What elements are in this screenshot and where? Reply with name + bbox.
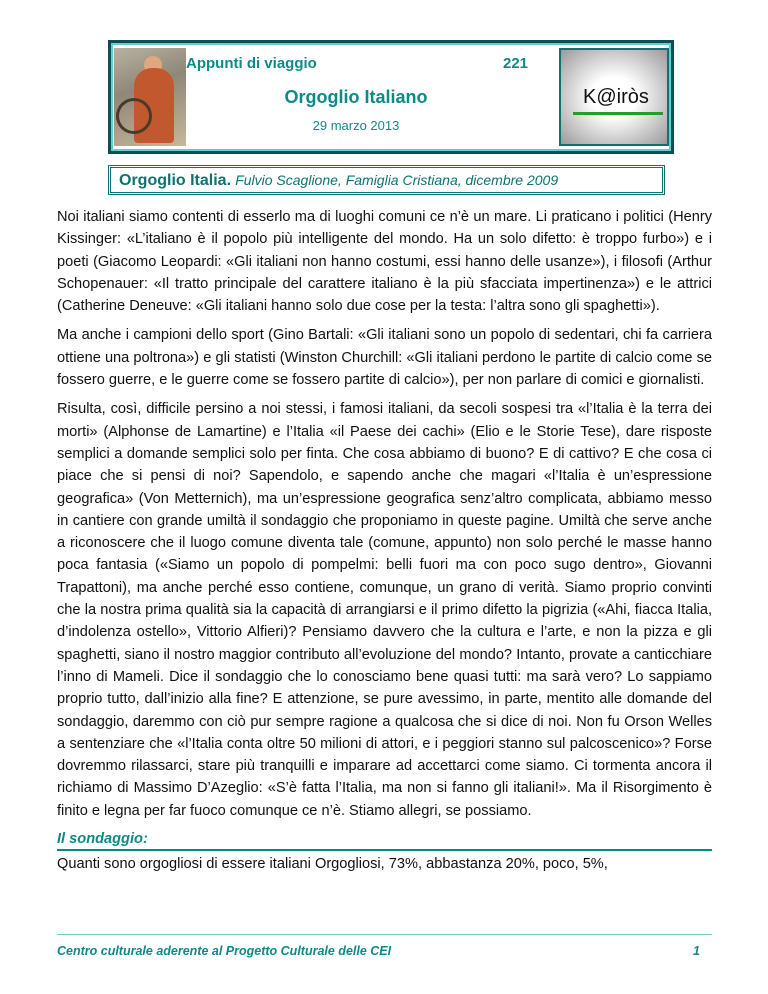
footer-text: Centro culturale aderente al Progetto Culturale delle CEI xyxy=(57,944,392,958)
page-title: Orgoglio Italiano xyxy=(284,87,428,107)
date: 29 marzo 2013 xyxy=(312,118,400,133)
paragraph: Risulta, così, difficile persino a noi stessi, i famosi italiani, da secoli sospesi tra «l’Italia è la terra dei morti» (Alphonse de Lamartine) e l’Italia «il Paese dei cachi» (Elio e le Storie Tese), dare risposte semplici a domande semplici solo per finta. Che cosa abbiamo di buono? E di cattivo? E che cosa ci piace che si pensi di noi? Sapendolo, e sapendo anche che magari «l’Italia è un’espressione geografica» (Von Metternich), ma un’espressione geografica senz’altro complicata, abbiamo messo in cantiere con grande umiltà il sondaggio che proponiamo in queste pagine. Umiltà che serve anche a riconoscere che il luogo comune diventa tale (comune, appunto) non solo perché le masse hanno poca fantasia («Siamo un popolo di pompelmi: belli fuori ma con poco sugo dentro», Giovanni Trapattoni), ma anche perché esso contiene, comunque, un grano di verità. Siamo proprio convinti che la nostra prima qualità sia la capacità di arrangiarsi e il primo difetto la pigrizia («Ahi, fiacca Italia, d’indolenza ostello», Vittorio Alfieri)? Pensiamo davvero che la cultura e l’arte, e non la pizza e gli spaghetti, siano il nostro maggior contributo all’evoluzione del mondo? Intanto, provate a canticchiare l’inno di Mameli. Dice il sondaggio che lo conosciamo bene quasi tutti: ma sarà vero? Lo sappiamo proprio tutto, dall’inizio alla fine? E attenzione, se pure avessimo, in parte, mentito alle domande del sondaggio, daremmo con ciò pur sempre ragione a qualcosa che si dice di noi. Non fu Orson Welles a sentenziare che «l’Italia conta oltre 50 milioni di attori, e i peggiori stanno sul palcoscenico»? Forse dovremmo rilassarci, stare più tranquilli e imparare ad accettarci come siamo. Ci tormenta ancora il richiamo di Massimo D’Azeglio: «S’è fatta l’Italia, ma non si fanno gli italiani!». Ma il Risorgimento è finito e legna per far fuoco comunque ce n’è. Stiamo allegri, se possiamo. xyxy=(57,401,712,819)
survey-line: Quanti sono orgogliosi di essere italiani Orgogliosi, 73%, abbastanza 20%, poco, 5%, xyxy=(57,856,608,873)
issue-number: 221 xyxy=(503,55,529,72)
illustration-image xyxy=(114,48,186,146)
header-box xyxy=(108,40,674,154)
footer xyxy=(57,934,712,958)
kairos-logo xyxy=(559,48,669,146)
page-number: 1 xyxy=(693,944,700,958)
paragraph: Noi italiani siamo contenti di esserlo ma di luoghi comuni ce n’è un mare. Li praticano i politici (Henry Kissinger: «L’italiano è il popolo più intelligente del mondo. Ha un solo difetto: è troppo furbo») e i poeti (Giacomo Leopardi: «Gli italiani non hanno costumi, essi hanno delle usanze»), i filosofi (Arthur Schopenauer: «Il tratto principale del carattere italiano è la più sfacciata impertinenza») e le attrici (Catherine Deneuve: «Gli italiani hanno solo due cose per la testa: l’altra sono gli spaghetti»). xyxy=(57,209,712,315)
section-title: Orgoglio Italia. xyxy=(119,172,232,189)
logo-text: K@iròs xyxy=(583,86,649,108)
series-title: Appunti di viaggio xyxy=(186,55,317,72)
section-source: Fulvio Scaglione, Famiglia Cristiana, dicembre 2009 xyxy=(235,172,559,188)
section-heading xyxy=(108,165,665,195)
paragraph: Ma anche i campioni dello sport (Gino Bartali: «Gli italiani sono un popolo di sedentari, chi fa carriera ottiene una poltrona») e gli statisti (Winston Churchill: «Gli italiani perdono le partite di calcio come se fossero guerre, e le guerre come se fossero partite di calcio»), per non parlare di comici e giornalisti. xyxy=(57,327,712,389)
article-body xyxy=(57,206,712,882)
survey-heading: Il sondaggio: xyxy=(57,829,712,851)
